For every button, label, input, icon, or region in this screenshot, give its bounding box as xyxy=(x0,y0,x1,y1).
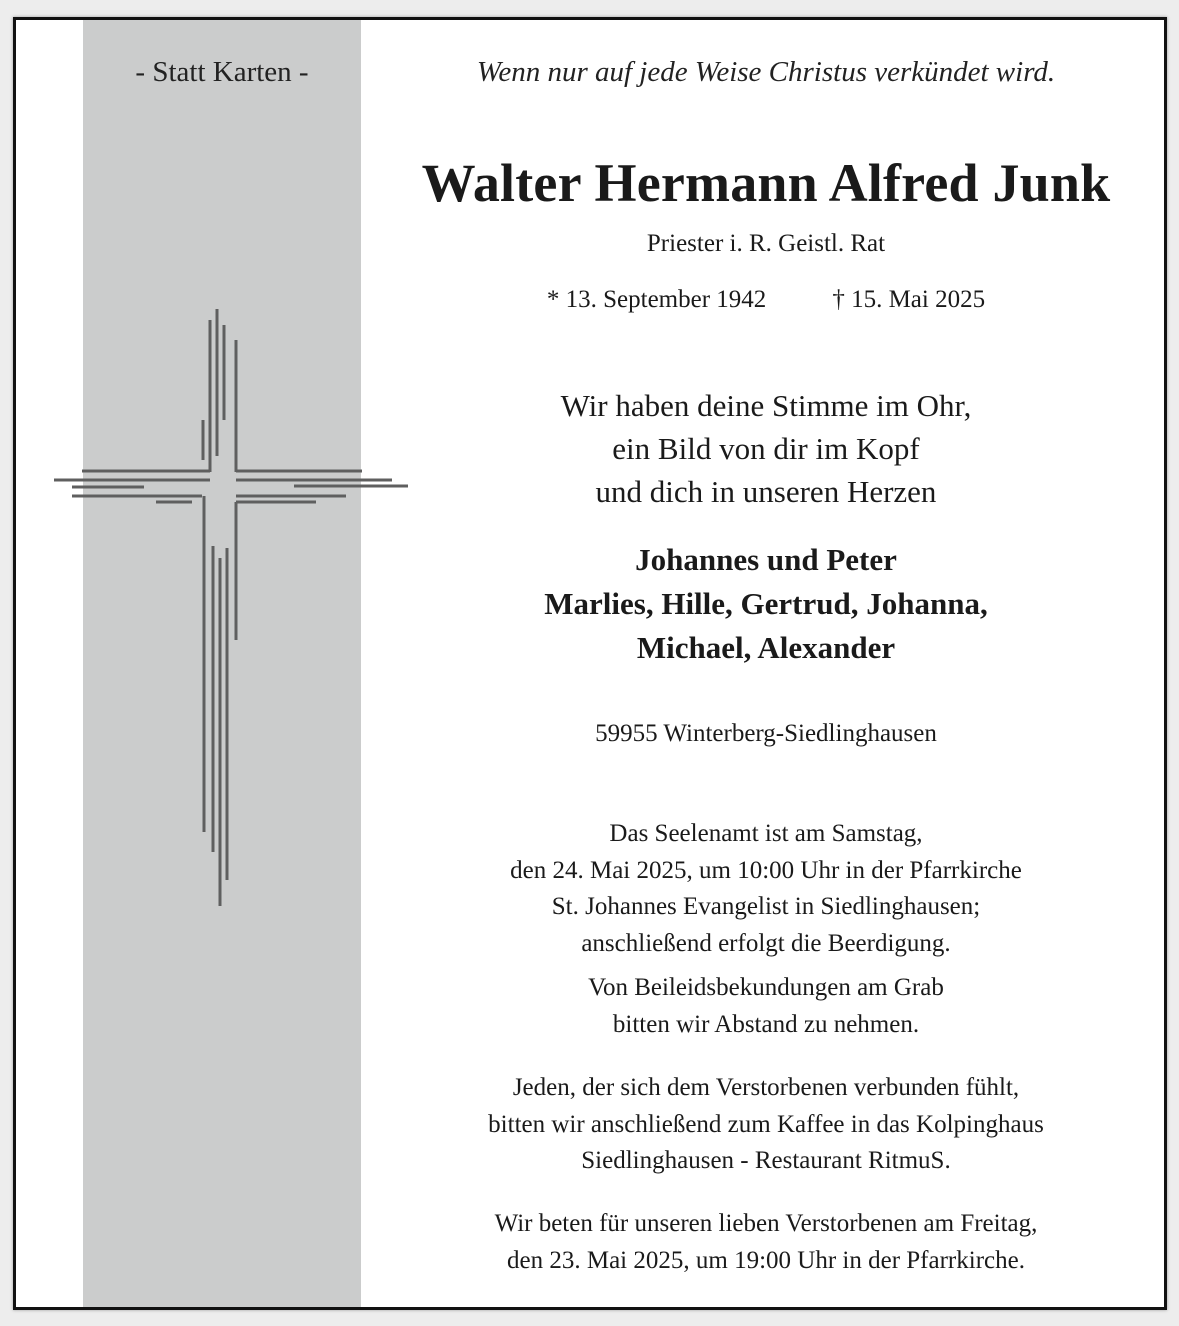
service-line: St. Johannes Evangelist in Siedlinghausen; xyxy=(551,893,981,920)
verse-line: ein Bild von dir im Kopf xyxy=(612,431,920,466)
family-line: Johannes und Peter xyxy=(635,542,897,577)
coffee-invitation xyxy=(416,1070,1116,1180)
memorial-verse xyxy=(416,384,1116,513)
obituary-notice xyxy=(13,17,1167,1310)
service-line: den 24. Mai 2025, um 10:00 Uhr in der Pfarrkirche xyxy=(510,856,1022,884)
family-line: Marlies, Hille, Gertrud, Johanna, xyxy=(544,586,988,621)
family-names xyxy=(416,538,1116,670)
family-line: Michael, Alexander xyxy=(636,630,896,665)
family-place: 59955 Winterberg-Siedlinghausen xyxy=(595,720,937,747)
service-line: Das Seelenamt ist am Samstag, xyxy=(609,820,923,847)
prayer-line: Wir beten für unseren lieben Verstorbenen am Freitag, xyxy=(494,1210,1038,1237)
funeral-service-info xyxy=(416,816,1116,962)
deceased-title: Priester i. R. Geistl. Rat xyxy=(646,230,886,257)
prayer-line: den 23. Mai 2025, um 19:00 Uhr in der Pfarrkirche. xyxy=(507,1246,1025,1274)
condolence-note xyxy=(416,970,1116,1043)
condolence-line: Von Beileidsbekundungen am Grab xyxy=(588,974,944,1001)
deceased-name: Walter Hermann Alfred Junk xyxy=(421,153,1111,213)
service-line: anschließend erfolgt die Beerdigung. xyxy=(581,929,951,957)
birth-date: * 13. September 1942 xyxy=(546,286,767,313)
condolence-line: bitten wir Abstand zu nehmen. xyxy=(612,1010,920,1038)
death-date: † 15. Mai 2025 xyxy=(832,286,986,313)
prayer-service-info xyxy=(416,1206,1116,1279)
verse-line: Wir haben deine Stimme im Ohr, xyxy=(560,388,972,423)
bible-motto: Wenn nur auf jede Weise Christus verkündet wird. xyxy=(476,56,1056,88)
coffee-line: bitten wir anschließend zum Kaffee in das Kolpinghaus xyxy=(488,1110,1044,1138)
coffee-line: Siedlinghausen - Restaurant RitmuS. xyxy=(581,1147,951,1174)
coffee-line: Jeden, der sich dem Verstorbenen verbunden fühlt, xyxy=(512,1074,1020,1101)
verse-line: und dich in unseren Herzen xyxy=(595,474,937,509)
life-dates xyxy=(416,286,1116,314)
statt-karten-label: - Statt Karten - xyxy=(135,56,309,88)
